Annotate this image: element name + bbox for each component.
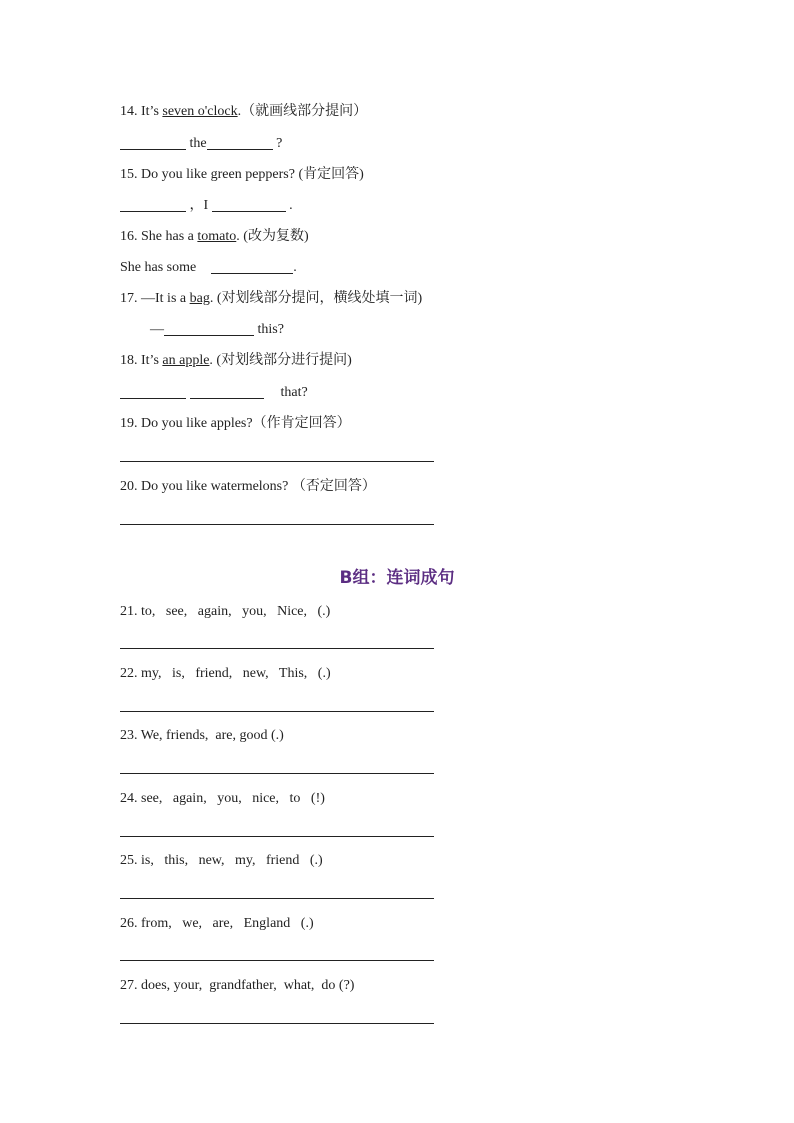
answer-line-24[interactable] <box>120 836 434 837</box>
question-number: 23. <box>120 728 138 743</box>
underlined-phrase: seven o'clock <box>162 104 238 119</box>
question-24 <box>120 790 325 808</box>
question-20 <box>120 478 376 496</box>
answer-punct: . <box>293 260 297 275</box>
question-text: —It is a <box>141 291 187 306</box>
word-list: is, this, new, my, friend (.) <box>141 853 323 868</box>
question-instruction: . (对划线部分进行提问) <box>209 353 352 368</box>
answer-18 <box>120 384 308 402</box>
question-16 <box>120 228 309 246</box>
underlined-phrase: an apple <box>162 353 210 368</box>
answer-line-21[interactable] <box>120 648 434 649</box>
question-instruction: . (改为复数) <box>236 229 309 244</box>
word-list: does, your, grandfather, what, do (?) <box>141 978 355 993</box>
answer-line-20[interactable] <box>120 524 434 525</box>
answer-line-27[interactable] <box>120 1023 434 1024</box>
question-number: 19. <box>120 416 138 431</box>
answer-prefix: She has some <box>120 260 197 275</box>
answer-blank[interactable] <box>207 135 273 150</box>
underlined-phrase: tomato <box>197 229 237 244</box>
answer-blank[interactable] <box>120 135 186 150</box>
answer-blank[interactable] <box>212 197 286 212</box>
question-27 <box>120 977 354 995</box>
answer-line-22[interactable] <box>120 711 434 712</box>
question-number: 18. <box>120 353 138 368</box>
answer-blank[interactable] <box>211 259 293 274</box>
question-number: 26. <box>120 916 138 931</box>
question-instruction: .（就画线部分提问） <box>237 104 368 119</box>
answer-14 <box>120 135 282 153</box>
word-list: see, again, you, nice, to (!) <box>141 791 325 806</box>
answer-word: ，I <box>189 198 209 213</box>
section-b-title: B组：连词成句 <box>339 568 455 588</box>
answer-line-19[interactable] <box>120 461 434 462</box>
underlined-phrase: bag <box>189 291 210 306</box>
answer-line-25[interactable] <box>120 898 434 899</box>
question-15 <box>120 166 364 184</box>
answer-17 <box>150 321 284 339</box>
word-list: We, friends, are, good (.) <box>140 728 284 743</box>
question-number: 16. <box>120 229 138 244</box>
question-18 <box>120 352 352 370</box>
answer-dash: — <box>150 322 164 337</box>
question-number: 22. <box>120 666 138 681</box>
answer-word: that? <box>280 385 308 400</box>
answer-blank[interactable] <box>190 384 264 399</box>
answer-word: the <box>189 136 207 151</box>
word-list: my, is, friend, new, This, (.) <box>141 666 331 681</box>
question-text: Do you like green peppers? (肯定回答) <box>141 167 364 182</box>
question-19 <box>120 415 351 433</box>
question-number: 20. <box>120 479 138 494</box>
question-number: 15. <box>120 167 138 182</box>
question-26 <box>120 915 314 933</box>
answer-punct: ? <box>276 136 283 151</box>
question-21 <box>120 603 330 621</box>
question-instruction: . (对划线部分提问，横线处填一词) <box>209 291 423 306</box>
answer-blank[interactable] <box>120 384 186 399</box>
question-number: 21. <box>120 604 138 619</box>
answer-word: this? <box>257 322 284 337</box>
question-23 <box>120 727 284 745</box>
question-text: Do you like apples?（作肯定回答） <box>141 416 351 431</box>
question-text: It’s <box>141 353 159 368</box>
answer-blank[interactable] <box>120 197 186 212</box>
question-number: 25. <box>120 853 138 868</box>
question-25 <box>120 852 323 870</box>
question-17 <box>120 290 422 308</box>
answer-blank[interactable] <box>164 321 254 336</box>
answer-16 <box>120 259 297 277</box>
question-number: 14. <box>120 104 138 119</box>
answer-line-23[interactable] <box>120 773 434 774</box>
question-22 <box>120 665 331 683</box>
answer-punct: . <box>289 198 293 213</box>
question-text: She has a <box>141 229 194 244</box>
question-number: 17. <box>120 291 138 306</box>
answer-15 <box>120 197 293 215</box>
word-list: to, see, again, you, Nice, (.) <box>141 604 331 619</box>
question-number: 24. <box>120 791 138 806</box>
question-14 <box>120 103 367 121</box>
answer-line-26[interactable] <box>120 960 434 961</box>
question-text: It’s <box>141 104 159 119</box>
question-text: Do you like watermelons? （否定回答） <box>141 479 376 494</box>
word-list: from, we, are, England (.) <box>141 916 314 931</box>
question-number: 27. <box>120 978 138 993</box>
